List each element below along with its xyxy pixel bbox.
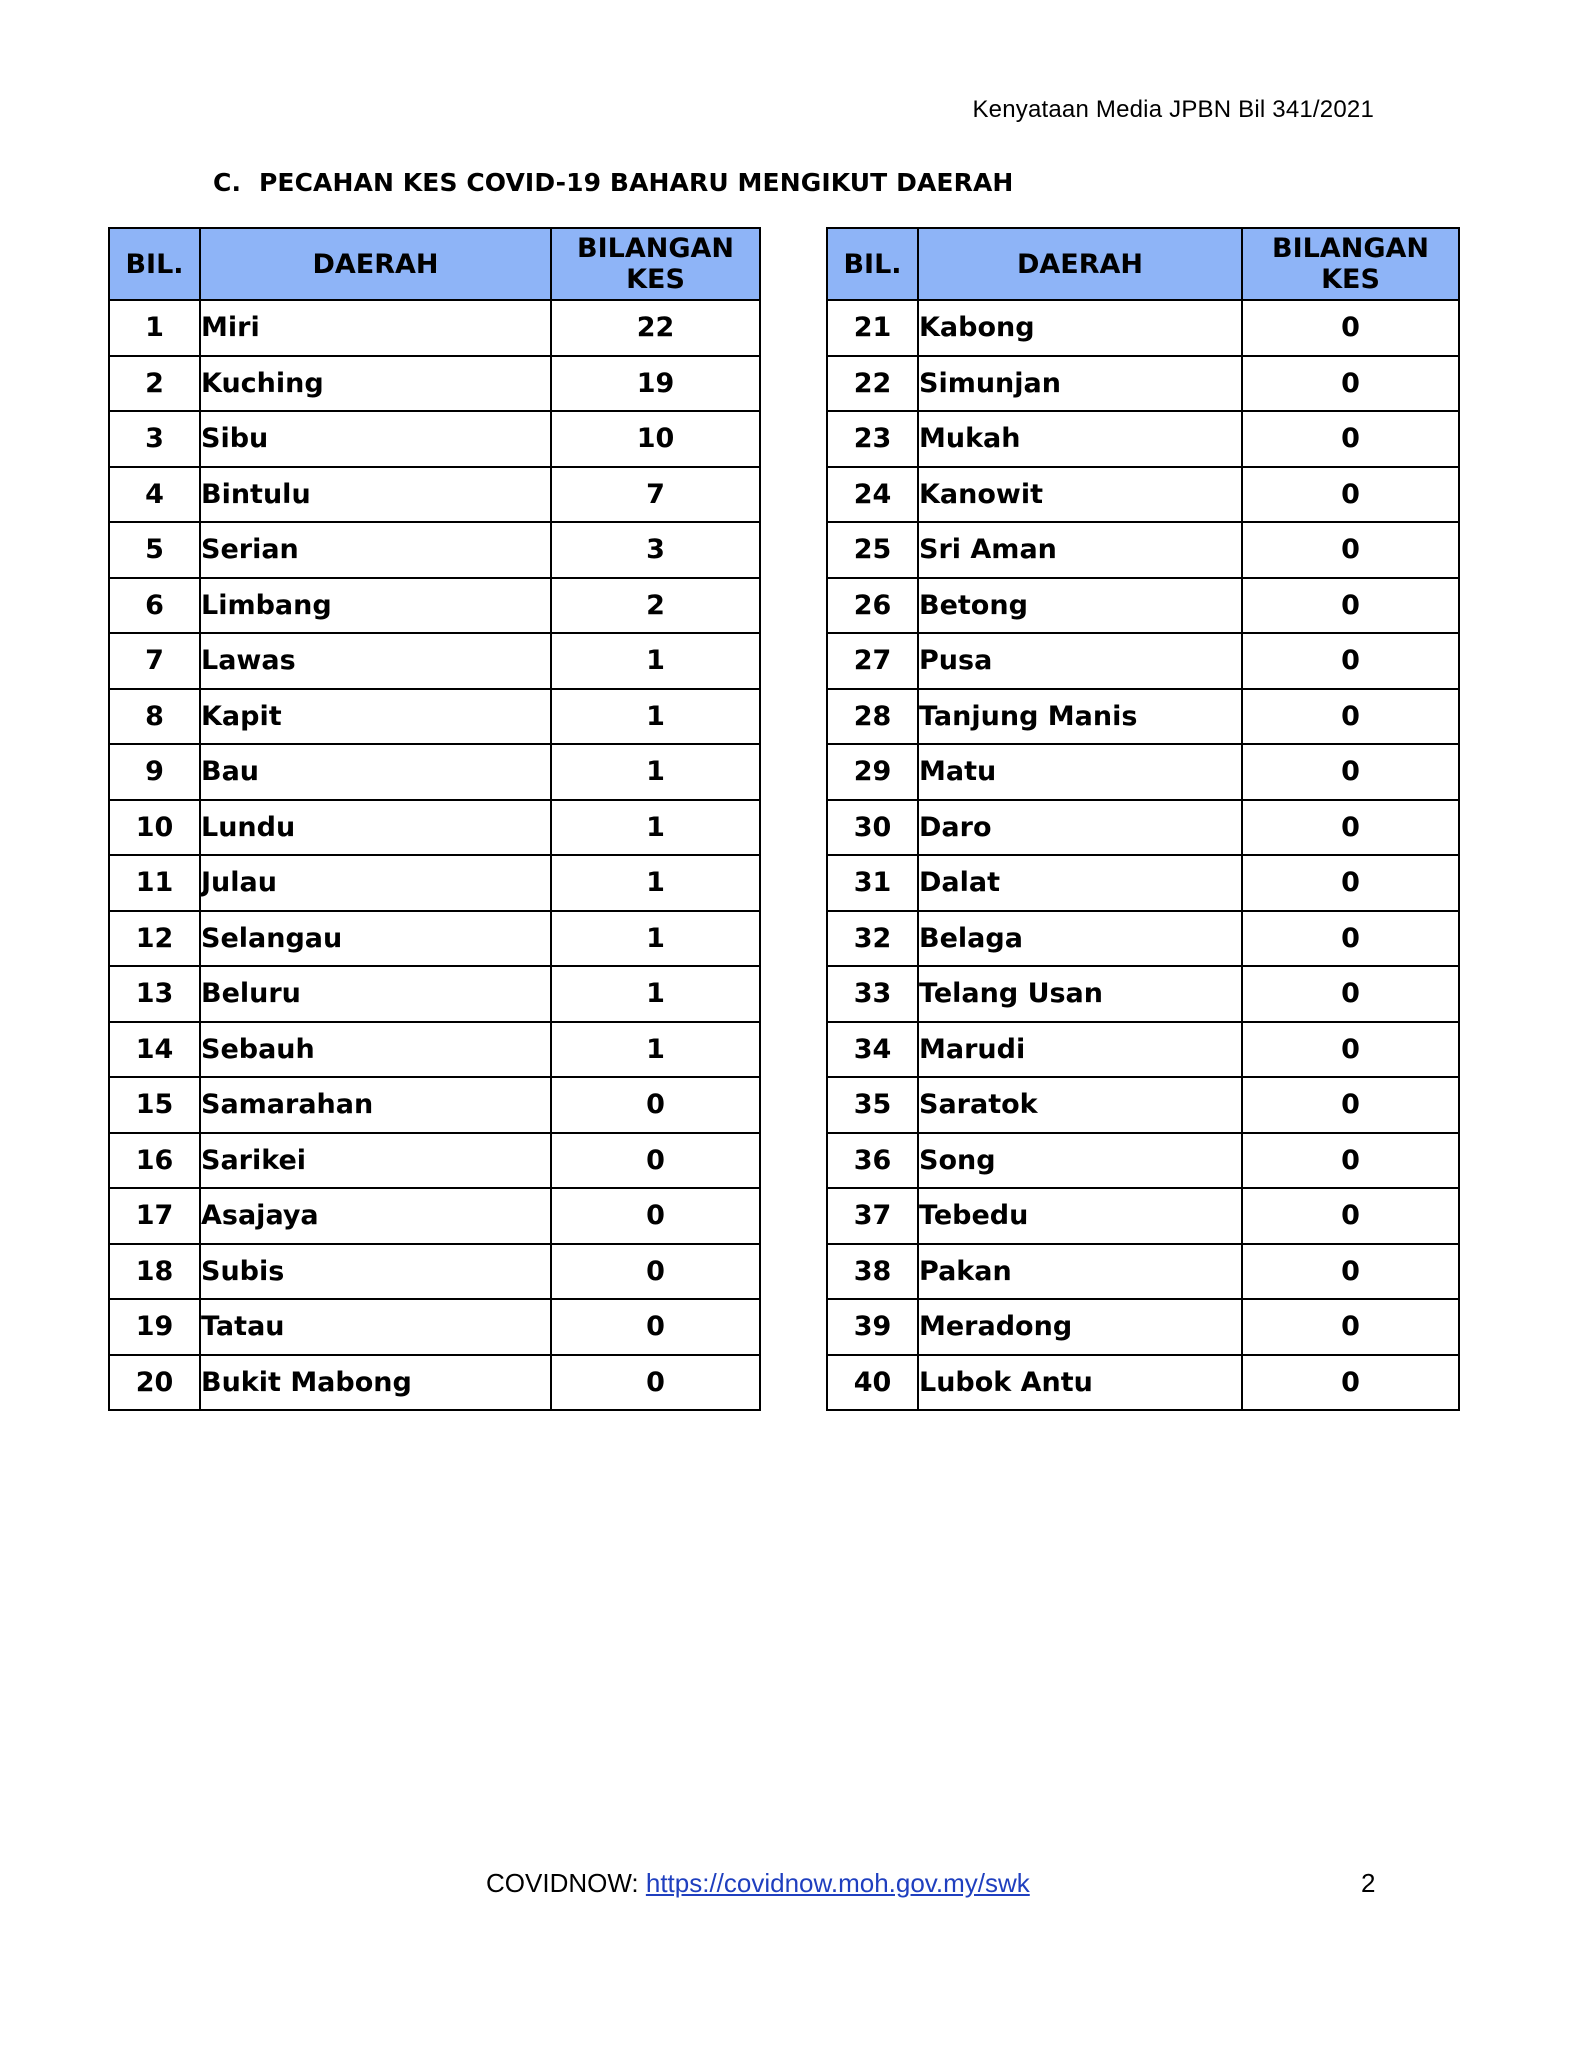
row-bil: 3 <box>109 411 200 467</box>
row-bil: 30 <box>827 800 918 856</box>
row-kes: 0 <box>551 1188 760 1244</box>
row-bil: 14 <box>109 1022 200 1078</box>
table-row <box>109 689 760 745</box>
row-kes: 0 <box>551 1077 760 1133</box>
row-kes: 0 <box>1242 1133 1459 1189</box>
footer <box>486 1868 1030 1899</box>
table-row <box>827 411 1459 467</box>
table-header-row <box>109 228 760 300</box>
table-row <box>109 1299 760 1355</box>
row-bil: 19 <box>109 1299 200 1355</box>
row-bil: 28 <box>827 689 918 745</box>
table-row <box>827 689 1459 745</box>
row-daerah: Belaga <box>918 911 1242 967</box>
row-kes: 0 <box>1242 467 1459 523</box>
row-kes: 7 <box>551 467 760 523</box>
row-bil: 24 <box>827 467 918 523</box>
row-daerah: Tatau <box>200 1299 551 1355</box>
row-daerah: Lundu <box>200 800 551 856</box>
row-kes: 1 <box>551 744 760 800</box>
row-daerah: Serian <box>200 522 551 578</box>
table-row <box>109 966 760 1022</box>
row-kes: 0 <box>1242 578 1459 634</box>
row-bil: 20 <box>109 1355 200 1411</box>
row-bil: 16 <box>109 1133 200 1189</box>
row-bil: 29 <box>827 744 918 800</box>
row-daerah: Song <box>918 1133 1242 1189</box>
table-row <box>109 467 760 523</box>
column-header-bilangan-kes <box>1242 228 1459 300</box>
row-bil: 32 <box>827 911 918 967</box>
row-bil: 17 <box>109 1188 200 1244</box>
row-daerah: Sri Aman <box>918 522 1242 578</box>
row-bil: 12 <box>109 911 200 967</box>
row-kes: 19 <box>551 356 760 412</box>
table-row <box>827 1355 1459 1411</box>
row-kes: 0 <box>1242 744 1459 800</box>
row-daerah: Matu <box>918 744 1242 800</box>
row-bil: 6 <box>109 578 200 634</box>
row-daerah: Miri <box>200 300 551 356</box>
column-header-bilangan-kes <box>551 228 760 300</box>
district-cases-table-right <box>826 227 1460 1411</box>
row-daerah: Kanowit <box>918 467 1242 523</box>
row-daerah: Meradong <box>918 1299 1242 1355</box>
table-row <box>109 1355 760 1411</box>
table-row <box>827 1077 1459 1133</box>
table-row <box>827 1244 1459 1300</box>
row-kes: 1 <box>551 911 760 967</box>
row-kes: 0 <box>1242 633 1459 689</box>
table-row <box>109 633 760 689</box>
table-body-right <box>827 300 1459 1410</box>
row-kes: 0 <box>1242 966 1459 1022</box>
row-bil: 38 <box>827 1244 918 1300</box>
row-daerah: Julau <box>200 855 551 911</box>
row-bil: 21 <box>827 300 918 356</box>
table-header-row <box>827 228 1459 300</box>
row-kes: 1 <box>551 1022 760 1078</box>
table-row <box>827 1188 1459 1244</box>
row-kes: 1 <box>551 800 760 856</box>
row-daerah: Kapit <box>200 689 551 745</box>
row-bil: 13 <box>109 966 200 1022</box>
table-row <box>827 911 1459 967</box>
table-row <box>109 300 760 356</box>
row-daerah: Marudi <box>918 1022 1242 1078</box>
table-row <box>109 744 760 800</box>
row-daerah: Subis <box>200 1244 551 1300</box>
row-bil: 15 <box>109 1077 200 1133</box>
column-header-bilangan-line1: BILANGAN <box>1272 233 1429 264</box>
row-daerah: Sarikei <box>200 1133 551 1189</box>
row-kes: 0 <box>1242 855 1459 911</box>
table-row <box>827 966 1459 1022</box>
row-bil: 22 <box>827 356 918 412</box>
row-bil: 9 <box>109 744 200 800</box>
row-kes: 1 <box>551 633 760 689</box>
district-cases-table-left <box>108 227 761 1411</box>
table-row <box>827 855 1459 911</box>
table-row <box>109 800 760 856</box>
table-row <box>827 1299 1459 1355</box>
row-kes: 3 <box>551 522 760 578</box>
row-daerah: Pusa <box>918 633 1242 689</box>
row-bil: 11 <box>109 855 200 911</box>
row-kes: 2 <box>551 578 760 634</box>
row-daerah: Samarahan <box>200 1077 551 1133</box>
covidnow-link[interactable]: https://covidnow.moh.gov.my/swk <box>645 1868 1030 1898</box>
table-row <box>827 300 1459 356</box>
table-row <box>109 522 760 578</box>
row-daerah: Bintulu <box>200 467 551 523</box>
row-bil: 18 <box>109 1244 200 1300</box>
row-bil: 10 <box>109 800 200 856</box>
table-row <box>109 1077 760 1133</box>
row-daerah: Asajaya <box>200 1188 551 1244</box>
row-kes: 0 <box>551 1355 760 1411</box>
row-bil: 5 <box>109 522 200 578</box>
row-bil: 37 <box>827 1188 918 1244</box>
table-row <box>109 411 760 467</box>
row-daerah: Lubok Antu <box>918 1355 1242 1411</box>
page-number: 2 <box>1361 1868 1376 1898</box>
row-bil: 23 <box>827 411 918 467</box>
row-bil: 1 <box>109 300 200 356</box>
table-row <box>109 855 760 911</box>
row-kes: 0 <box>1242 411 1459 467</box>
section-title <box>213 168 1013 197</box>
table-row <box>827 633 1459 689</box>
row-kes: 0 <box>1242 1355 1459 1411</box>
document-reference: Kenyataan Media JPBN Bil 341/2021 <box>972 96 1374 123</box>
column-header-bilangan-line2: KES <box>626 264 685 295</box>
row-bil: 27 <box>827 633 918 689</box>
column-header-bilangan-line1: BILANGAN <box>577 233 734 264</box>
table-row <box>827 578 1459 634</box>
row-kes: 0 <box>1242 911 1459 967</box>
row-kes: 1 <box>551 689 760 745</box>
row-kes: 0 <box>551 1299 760 1355</box>
table-row <box>109 1133 760 1189</box>
table-row <box>827 744 1459 800</box>
table-row <box>827 522 1459 578</box>
row-bil: 4 <box>109 467 200 523</box>
row-bil: 2 <box>109 356 200 412</box>
row-daerah: Sebauh <box>200 1022 551 1078</box>
column-header-bil: BIL. <box>827 228 918 300</box>
table-body-left <box>109 300 760 1410</box>
table-row <box>109 1188 760 1244</box>
row-kes: 0 <box>1242 1022 1459 1078</box>
table-row <box>827 1133 1459 1189</box>
row-kes: 0 <box>551 1244 760 1300</box>
table-row <box>109 356 760 412</box>
table-row <box>109 1244 760 1300</box>
column-header-daerah: DAERAH <box>918 228 1242 300</box>
row-daerah: Simunjan <box>918 356 1242 412</box>
row-daerah: Lawas <box>200 633 551 689</box>
row-bil: 33 <box>827 966 918 1022</box>
row-kes: 0 <box>1242 356 1459 412</box>
row-kes: 0 <box>551 1133 760 1189</box>
table-row <box>827 1022 1459 1078</box>
column-header-bil: BIL. <box>109 228 200 300</box>
row-bil: 35 <box>827 1077 918 1133</box>
row-daerah: Kuching <box>200 356 551 412</box>
row-kes: 0 <box>1242 1188 1459 1244</box>
row-kes: 10 <box>551 411 760 467</box>
row-daerah: Saratok <box>918 1077 1242 1133</box>
table-row <box>827 800 1459 856</box>
row-kes: 0 <box>1242 522 1459 578</box>
row-daerah: Telang Usan <box>918 966 1242 1022</box>
row-daerah: Pakan <box>918 1244 1242 1300</box>
row-daerah: Betong <box>918 578 1242 634</box>
row-kes: 0 <box>1242 1077 1459 1133</box>
row-daerah: Beluru <box>200 966 551 1022</box>
row-kes: 0 <box>1242 300 1459 356</box>
table-row <box>109 578 760 634</box>
row-bil: 36 <box>827 1133 918 1189</box>
row-daerah: Selangau <box>200 911 551 967</box>
row-daerah: Sibu <box>200 411 551 467</box>
row-kes: 0 <box>1242 1299 1459 1355</box>
row-daerah: Tanjung Manis <box>918 689 1242 745</box>
table-row <box>109 1022 760 1078</box>
row-bil: 34 <box>827 1022 918 1078</box>
row-kes: 1 <box>551 855 760 911</box>
section-title-text: PECAHAN KES COVID-19 BAHARU MENGIKUT DAERAH <box>259 168 1014 197</box>
row-bil: 26 <box>827 578 918 634</box>
row-daerah: Dalat <box>918 855 1242 911</box>
row-bil: 8 <box>109 689 200 745</box>
table-row <box>827 356 1459 412</box>
row-daerah: Bau <box>200 744 551 800</box>
row-daerah: Mukah <box>918 411 1242 467</box>
row-kes: 0 <box>1242 1244 1459 1300</box>
row-daerah: Limbang <box>200 578 551 634</box>
column-header-bilangan-line2: KES <box>1321 264 1380 295</box>
row-bil: 31 <box>827 855 918 911</box>
row-daerah: Kabong <box>918 300 1242 356</box>
footer-label: COVIDNOW: <box>486 1868 646 1898</box>
table-row <box>109 911 760 967</box>
row-daerah: Tebedu <box>918 1188 1242 1244</box>
row-kes: 1 <box>551 966 760 1022</box>
row-kes: 22 <box>551 300 760 356</box>
table-row <box>827 467 1459 523</box>
row-daerah: Daro <box>918 800 1242 856</box>
row-kes: 0 <box>1242 689 1459 745</box>
row-kes: 0 <box>1242 800 1459 856</box>
row-daerah: Bukit Mabong <box>200 1355 551 1411</box>
row-bil: 25 <box>827 522 918 578</box>
section-letter: C. <box>213 168 242 197</box>
row-bil: 40 <box>827 1355 918 1411</box>
row-bil: 7 <box>109 633 200 689</box>
row-bil: 39 <box>827 1299 918 1355</box>
column-header-daerah: DAERAH <box>200 228 551 300</box>
